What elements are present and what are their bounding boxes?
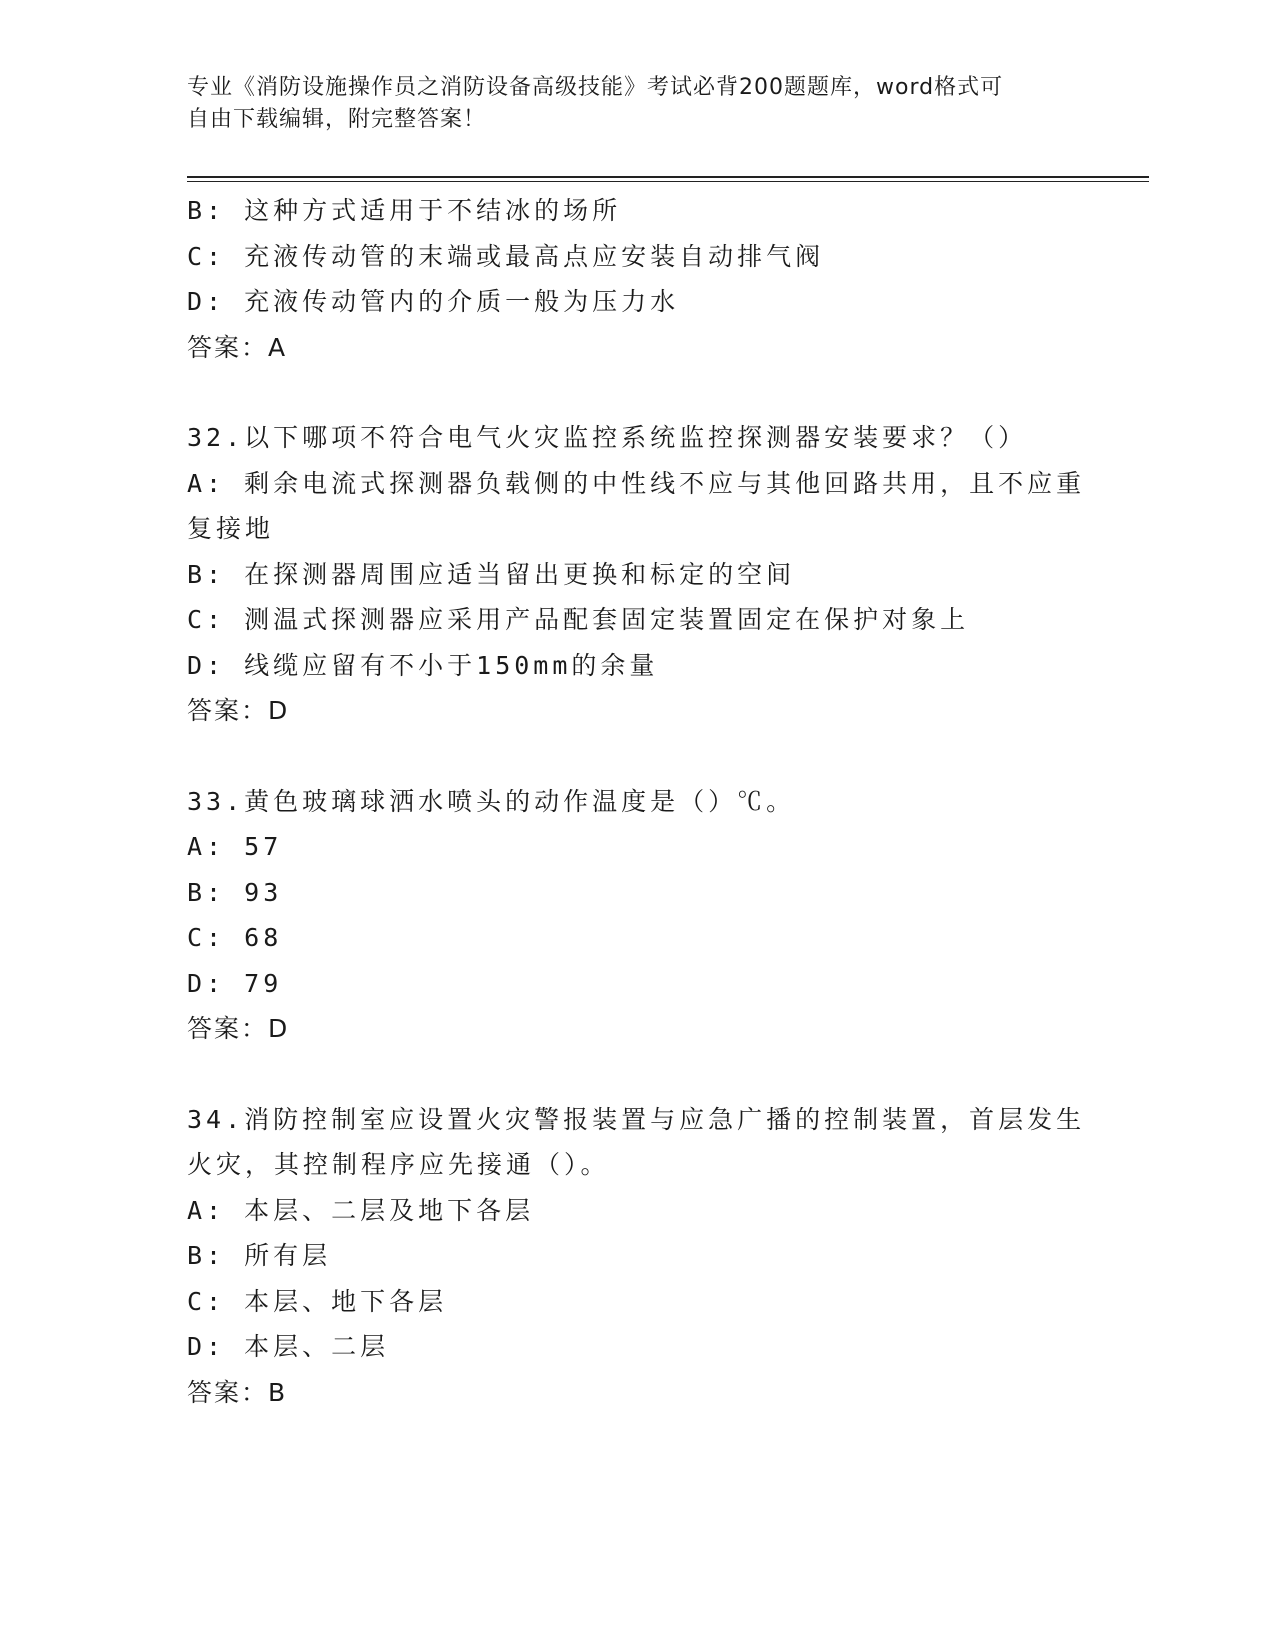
- document-header: [187, 72, 1067, 136]
- option-c: C: 本层、地下各层: [187, 1286, 448, 1316]
- option-a: A: 剩余电流式探测器负载侧的中性线不应与其他回路共用，且不应重复接地: [187, 468, 1086, 543]
- option-c: C: 68: [187, 923, 283, 952]
- option-d: D: 本层、二层: [187, 1332, 390, 1361]
- option-b: B: 在探测器周围应适当留出更换和标定的空间: [187, 559, 796, 589]
- question-list: [187, 188, 1087, 1415]
- option-b: B: 这种方式适用于不结冰的场所: [187, 196, 622, 225]
- option-b: B: 93: [187, 877, 283, 907]
- answer-line: 答案：B: [187, 1377, 288, 1407]
- question-33: [187, 779, 1087, 1052]
- answer-line: 答案：D: [187, 696, 290, 725]
- option-c: C: 充液传动管的末端或最高点应安装自动排气阀: [187, 241, 825, 271]
- question-stem: 34.消防控制室应设置火灾警报装置与应急广播的控制装置，首层发生火灾，其控制程序应先接通（）。: [187, 1104, 1086, 1179]
- answer-line: 答案：A: [187, 332, 288, 362]
- question-stem: 32.以下哪项不符合电气火灾监控系统监控探测器安装要求？（）: [187, 423, 1028, 452]
- option-a: A: 本层、二层及地下各层: [187, 1195, 535, 1225]
- header-line-2: 自由下载编辑，附完整答案！: [187, 107, 487, 132]
- answer-line: 答案：D: [187, 1014, 290, 1043]
- previous-question-tail: [187, 188, 1087, 370]
- option-c: C: 测温式探测器应采用产品配套固定装置固定在保护对象上: [187, 605, 970, 634]
- option-b: B: 所有层: [187, 1241, 332, 1270]
- question-32: [187, 415, 1087, 734]
- question-stem: 33.黄色玻璃球洒水喷头的动作温度是（）℃。: [187, 786, 796, 816]
- option-d: D: 充液传动管内的介质一般为压力水: [187, 287, 680, 316]
- option-d: D: 79: [187, 968, 283, 998]
- option-a: A: 57: [187, 832, 283, 861]
- header-line-1: 专业《消防设施操作员之消防设备高级技能》考试必背200题题库，word格式可: [187, 75, 1004, 100]
- question-34: [187, 1097, 1087, 1416]
- option-d: D: 线缆应留有不小于150mm的余量: [187, 650, 659, 680]
- header-divider: [187, 176, 1149, 182]
